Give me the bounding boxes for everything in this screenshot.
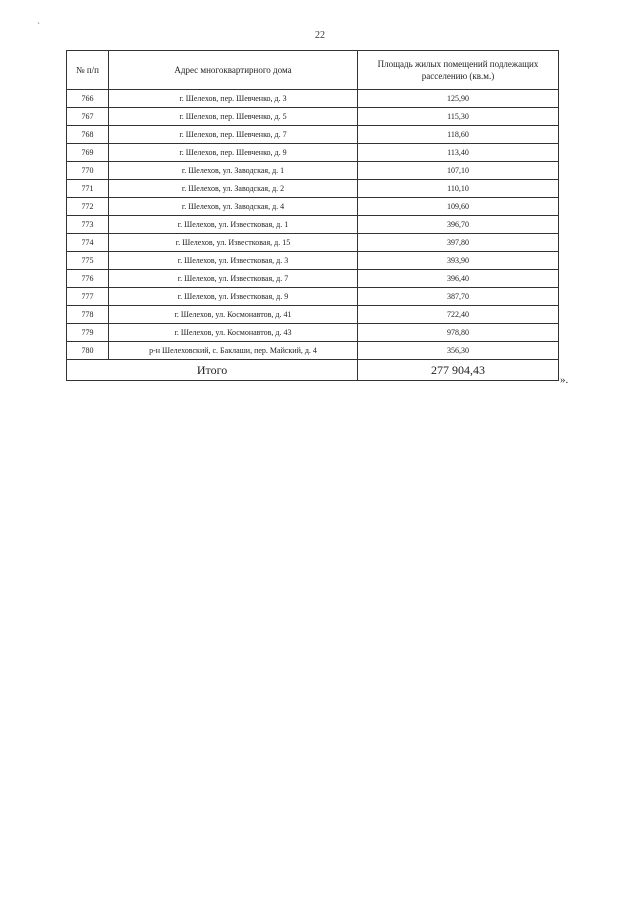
row-address: г. Шелехов, пер. Шевченко, д. 7 [109,126,358,144]
row-address: г. Шелехов, пер. Шевченко, д. 3 [109,90,358,108]
total-label: Итого [67,360,358,381]
row-address: г. Шелехов, пер. Шевченко, д. 5 [109,108,358,126]
row-number: 773 [67,216,109,234]
row-area: 396,40 [358,270,559,288]
row-area: 393,90 [358,252,559,270]
row-area: 722,40 [358,306,559,324]
row-address: г. Шелехов, ул. Известковая, д. 7 [109,270,358,288]
header-number: № п/п [67,51,109,90]
row-area: 113,40 [358,144,559,162]
row-address: г. Шелехов, ул. Заводская, д. 4 [109,198,358,216]
row-number: 778 [67,306,109,324]
table-row [67,306,559,324]
row-number: 774 [67,234,109,252]
row-number: 767 [67,108,109,126]
row-area: 107,10 [358,162,559,180]
row-number: 772 [67,198,109,216]
row-number: 775 [67,252,109,270]
table-row [67,252,559,270]
row-area: 978,80 [358,324,559,342]
row-number: 780 [67,342,109,360]
row-address: г. Шелехов, ул. Известковая, д. 3 [109,252,358,270]
row-address: г. Шелехов, ул. Заводская, д. 1 [109,162,358,180]
table-row [67,288,559,306]
total-row [67,360,559,381]
row-address: г. Шелехов, ул. Заводская, д. 2 [109,180,358,198]
row-address: г. Шелехов, ул. Космонавтов, д. 41 [109,306,358,324]
row-number: 769 [67,144,109,162]
row-address: г. Шелехов, ул. Известковая, д. 15 [109,234,358,252]
row-area: 396,70 [358,216,559,234]
table-row [67,144,559,162]
row-area: 110,10 [358,180,559,198]
row-area: 118,60 [358,126,559,144]
table-row [67,126,559,144]
row-area: 397,80 [358,234,559,252]
page-number: 22 [315,30,325,41]
header-address: Адрес многоквартирного дома [109,51,358,90]
total-value: 277 904,43 [358,360,559,381]
table-row [67,180,559,198]
row-address: г. Шелехов, пер. Шевченко, д. 9 [109,144,358,162]
table-row [67,234,559,252]
table-body [67,90,559,381]
header-area: Площадь жилых помещений подлежащих расселению (кв.м.) [358,51,559,90]
table-row [67,90,559,108]
row-number: 766 [67,90,109,108]
row-address: г. Шелехов, ул. Космонавтов, д. 43 [109,324,358,342]
row-number: 779 [67,324,109,342]
row-number: 777 [67,288,109,306]
housing-table [66,50,559,381]
table-row [67,270,559,288]
table-row [67,216,559,234]
row-area: 125,90 [358,90,559,108]
table-row [67,342,559,360]
row-area: 387,70 [358,288,559,306]
row-address: р-н Шелеховский, с. Баклаши, пер. Майский, д. 4 [109,342,358,360]
row-address: г. Шелехов, ул. Известковая, д. 9 [109,288,358,306]
closing-quote: ». [560,374,569,386]
table-row [67,108,559,126]
table-row [67,198,559,216]
row-area: 115,30 [358,108,559,126]
row-address: г. Шелехов, ул. Известковая, д. 1 [109,216,358,234]
corner-mark: ˏ [37,14,40,24]
table-header-row [67,51,559,90]
table-row [67,162,559,180]
row-number: 770 [67,162,109,180]
table-row [67,324,559,342]
row-number: 776 [67,270,109,288]
row-number: 768 [67,126,109,144]
row-area: 356,30 [358,342,559,360]
row-area: 109,60 [358,198,559,216]
row-number: 771 [67,180,109,198]
